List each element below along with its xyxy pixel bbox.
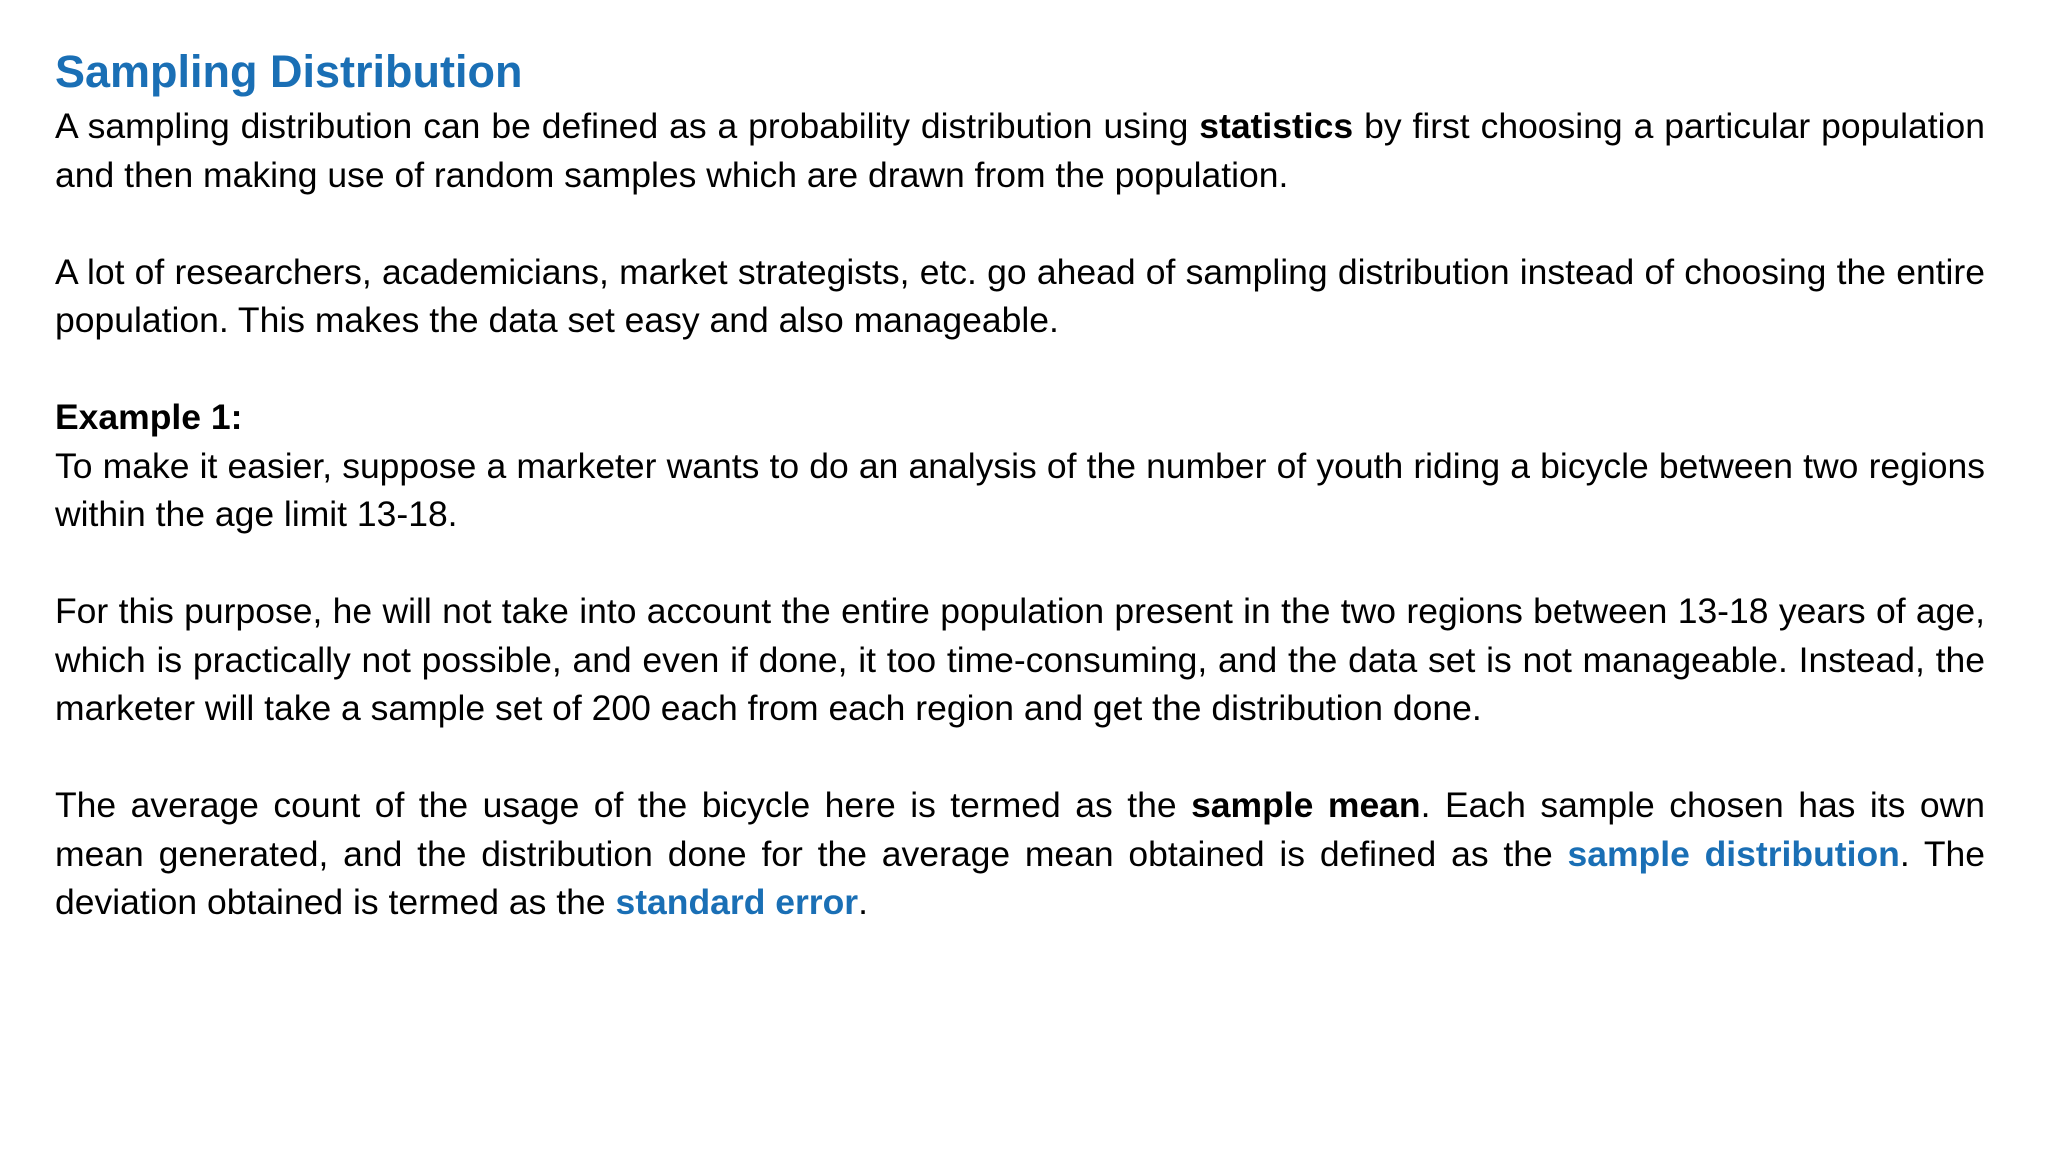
paragraph-definition xyxy=(55,102,1985,199)
paragraph-example-intro: To make it easier, suppose a marketer wants to do an analysis of the number of youth riding a bicycle between two regions within the age limit 13-18. xyxy=(55,445,1985,534)
link-standard-error[interactable]: standard error xyxy=(615,882,859,922)
paragraph-purpose: For this purpose, he will not take into account the entire population present in the two regions between 13-18 years of age, which is practically not possible, and even if done, it too time-consuming, and the data set is not manageable. Instead, the marketer will take a sample set of 200 each from each region and get the distribution done. xyxy=(55,591,1985,728)
text-run: . The deviation obtained is termed as the xyxy=(55,833,1985,922)
spacer xyxy=(55,345,1985,394)
bold-term-statistics: statistics xyxy=(1199,106,1354,146)
text-run: A sampling distribution can be defined as a probability distribution using xyxy=(55,106,1200,146)
paragraph-researchers: A lot of researchers, academicians, market strategists, etc. go ahead of sampling distribution instead of choosing the entire population. This makes the data set easy and also manageable. xyxy=(55,251,1985,340)
paragraph-sample-mean xyxy=(55,781,1985,927)
page-title: Sampling Distribution xyxy=(55,46,523,97)
example-heading: Example 1: xyxy=(55,397,243,437)
bold-term-sample-mean: sample mean xyxy=(1191,785,1421,825)
spacer xyxy=(55,733,1985,782)
text-run: . Each sample chosen has its own mean generated, and the distribution done for the average mean obtained is defined as the xyxy=(55,785,1985,874)
spacer xyxy=(55,539,1985,588)
spacer xyxy=(55,199,1985,248)
link-sample-distribution[interactable]: sample distribution xyxy=(1567,833,1900,874)
text-run: The average count of the usage of the bicycle here is termed as the xyxy=(55,785,1192,825)
text-run: . xyxy=(858,882,869,922)
slide-content xyxy=(55,42,1985,927)
text-run: by first choosing a particular population and then making use of random samples which are drawn from the population. xyxy=(55,106,1985,195)
